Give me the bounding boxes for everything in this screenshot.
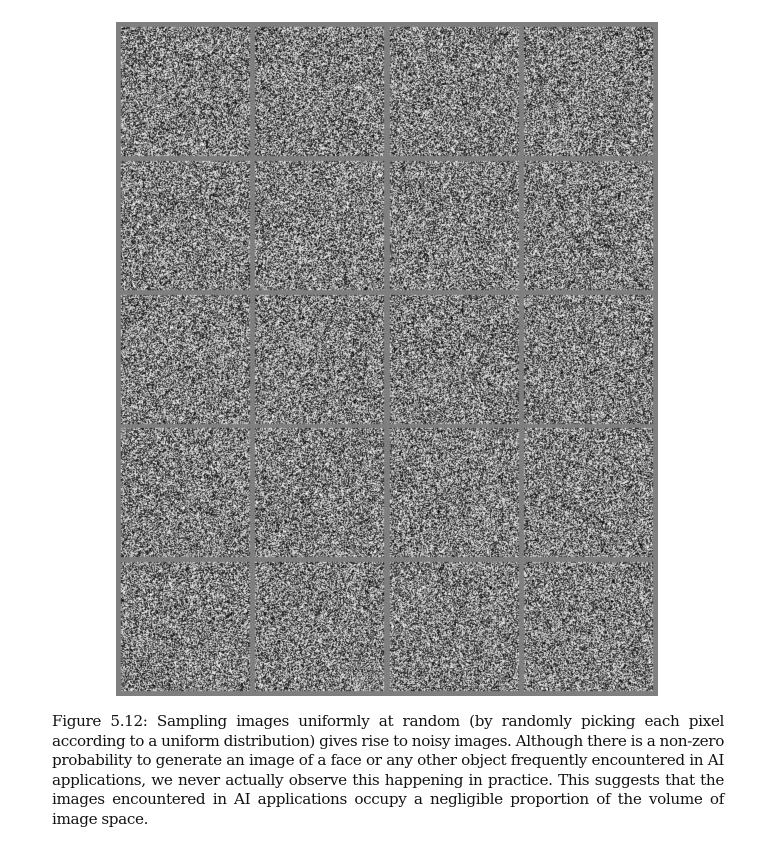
figure-caption bbox=[52, 712, 724, 829]
noise-image-grid bbox=[116, 22, 658, 696]
caption-text: Sampling images uniformly at random (by randomly picking each pixel according to a uniform distribution) gives rise to noisy images. Although there is a non-zero probability to generate an image of a face or any other object frequently encountered in AI applications, we never actually observe this happening in practice. This suggests that the images encountered in AI applications occupy a negligible proportion of the volume of image space. bbox=[52, 712, 725, 828]
noise-image-grid-figure bbox=[116, 22, 658, 696]
figure-label: Figure 5.12: bbox=[52, 712, 148, 730]
